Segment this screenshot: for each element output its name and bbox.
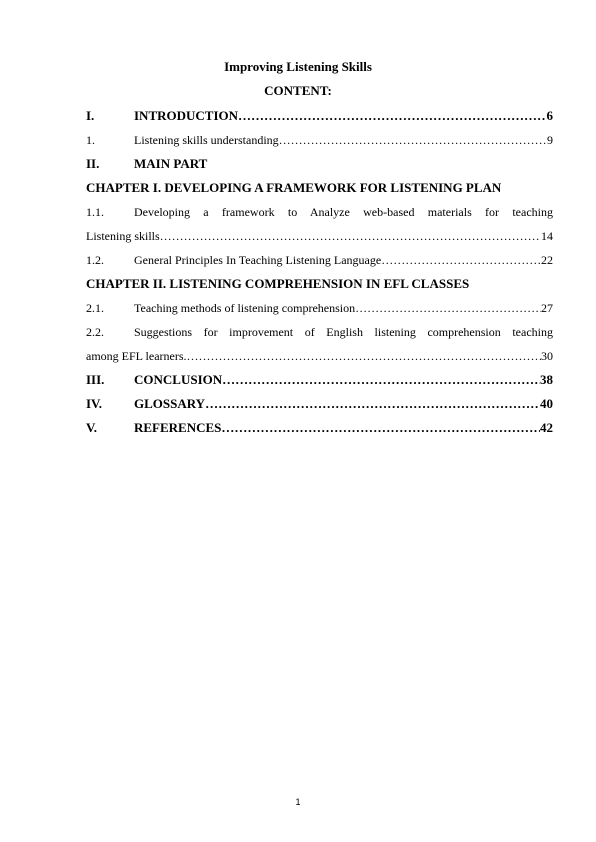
toc-entry-title: GLOSSARY xyxy=(134,396,206,411)
toc-dot-leader xyxy=(187,344,541,368)
toc-entry-number: 2.1. xyxy=(86,301,104,315)
toc-chapter-title: CHAPTER I. DEVELOPING A FRAMEWORK FOR LISTENING PLAN xyxy=(86,180,502,195)
toc-dot-leader xyxy=(160,224,541,248)
toc-entry-number: 1.2. xyxy=(86,253,104,267)
toc-entry-references[interactable] xyxy=(86,416,553,440)
toc-dot-leader xyxy=(355,296,541,320)
toc-entry-teaching-methods[interactable] xyxy=(86,296,553,320)
table-of-contents xyxy=(86,104,553,440)
toc-entry-page: 40 xyxy=(540,396,553,411)
toc-entry-number: 1. xyxy=(86,133,95,147)
toc-entry-number: III. xyxy=(86,372,105,387)
toc-entry-page: 9 xyxy=(547,133,553,147)
toc-dot-leader xyxy=(279,128,547,152)
toc-entry-title: REFERENCES xyxy=(134,420,222,435)
toc-entry-number: I. xyxy=(86,108,95,123)
toc-entry-page: 27 xyxy=(541,301,553,315)
toc-entry-number: 2.2. xyxy=(86,325,104,339)
toc-dot-leader xyxy=(205,392,540,416)
toc-entry-page: 30 xyxy=(541,349,553,363)
toc-entry-number: V. xyxy=(86,420,97,435)
toc-entry-developing-framework[interactable] xyxy=(86,200,553,248)
toc-dot-leader xyxy=(222,368,540,392)
toc-entry-title: CONCLUSION xyxy=(134,372,223,387)
toc-entry-number: II. xyxy=(86,156,100,171)
toc-dot-leader xyxy=(221,416,540,440)
toc-entry-glossary[interactable] xyxy=(86,392,553,416)
toc-entry-page: 42 xyxy=(540,420,553,435)
toc-chapter-1-heading[interactable] xyxy=(86,176,553,200)
toc-dot-leader xyxy=(381,248,541,272)
toc-entry-title: MAIN PART xyxy=(134,156,208,171)
toc-entry-page: 38 xyxy=(540,372,553,387)
toc-entry-number: IV. xyxy=(86,396,103,411)
toc-entry-suggestions[interactable] xyxy=(86,320,553,368)
toc-entry-title-line-1: Developing a framework to Analyze web-based materials for teaching xyxy=(134,205,553,219)
toc-entry-title-line-1: Suggestions for improvement of English listening comprehension teaching xyxy=(134,325,553,339)
toc-entry-page: 22 xyxy=(541,253,553,267)
toc-entry-title: Listening skills understanding xyxy=(134,133,279,147)
toc-entry-introduction[interactable] xyxy=(86,104,553,128)
toc-entry-title-line-2: among EFL learners. xyxy=(86,349,187,363)
toc-entry-page: 6 xyxy=(546,108,553,123)
page-number: 1 xyxy=(295,797,301,807)
contents-heading: CONTENT: xyxy=(264,83,332,98)
toc-entry-title: Teaching methods of listening comprehension xyxy=(134,301,356,315)
toc-entry-page: 14 xyxy=(541,229,553,243)
toc-chapter-2-heading[interactable] xyxy=(86,272,553,296)
toc-entry-main-part[interactable] xyxy=(86,152,553,176)
toc-entry-title: INTRODUCTION xyxy=(134,108,239,123)
toc-entry-general-principles[interactable] xyxy=(86,248,553,272)
toc-dot-leader xyxy=(238,104,546,128)
toc-entry-title: General Principles In Teaching Listening Language xyxy=(134,253,382,267)
toc-entry-listening-skills-understanding[interactable] xyxy=(86,128,553,152)
toc-entry-title-line-2: Listening skills xyxy=(86,229,160,243)
document-title: Improving Listening Skills xyxy=(224,59,372,74)
toc-entry-number: 1.1. xyxy=(86,205,104,219)
toc-entry-conclusion[interactable] xyxy=(86,368,553,392)
toc-chapter-title: CHAPTER II. LISTENING COMPREHENSION IN EFL CLASSES xyxy=(86,276,470,291)
